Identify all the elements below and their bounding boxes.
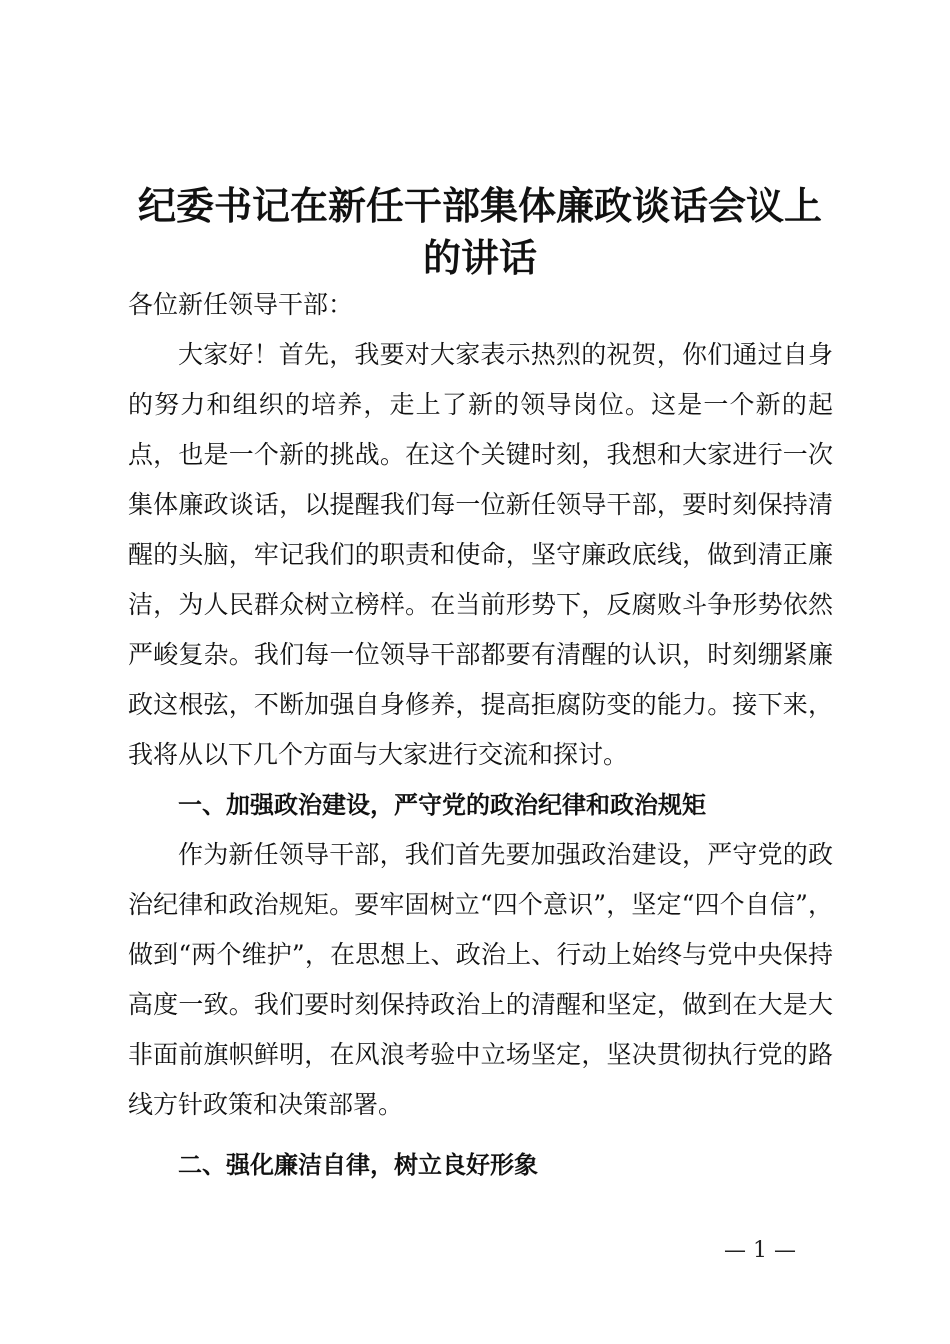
salutation: 各位新任领导干部： [128, 290, 354, 319]
page-number: — 1 — [724, 1238, 796, 1263]
section-1-heading: 一、加强政治建设，严守党的政治纪律和政治规矩 [178, 791, 706, 819]
intro-paragraph: 大家好！首先，我要对大家表示热烈的祝贺，你们通过自身的努力和组织的培养，走上了新的领导岗位。这是一个新的起点，也是一个新的挑战。在这个关键时刻，我想和大家进行一次集体廉政谈话，以提醒我们每一位新任领导干部，要时刻保持清醒的头脑，牢记我们的职责和使命，坚守廉政底线，做到清正廉洁，为人民群众树立榜样。在当前形势下，反腐败斗争形势依然严峻复杂。我们每一位领导干部都要有清醒的认识，时刻绷紧廉政这根弦，不断加强自身修养，提高拒腐防变的能力。接下来，我将从以下几个方面与大家进行交流和探讨。 [128, 340, 833, 769]
document-body [128, 280, 833, 1190]
section-2-heading: 二、强化廉洁自律，树立良好形象 [178, 1151, 538, 1179]
section-1-paragraph: 作为新任领导干部，我们首先要加强政治建设，严守党的政治纪律和政治规矩。要牢固树立“四个意识”，坚定“四个自信”，做到“两个维护”，在思想上、政治上、行动上始终与党中央保持高度一致。我们要时刻保持政治上的清醒和坚定，做到在大是大非面前旗帜鲜明，在风浪考验中立场坚定，坚决贯彻执行党的路线方针政策和决策部署。 [128, 840, 833, 1119]
document-title: 纪委书记在新任干部集体廉政谈话会议上的讲话 [137, 184, 822, 280]
